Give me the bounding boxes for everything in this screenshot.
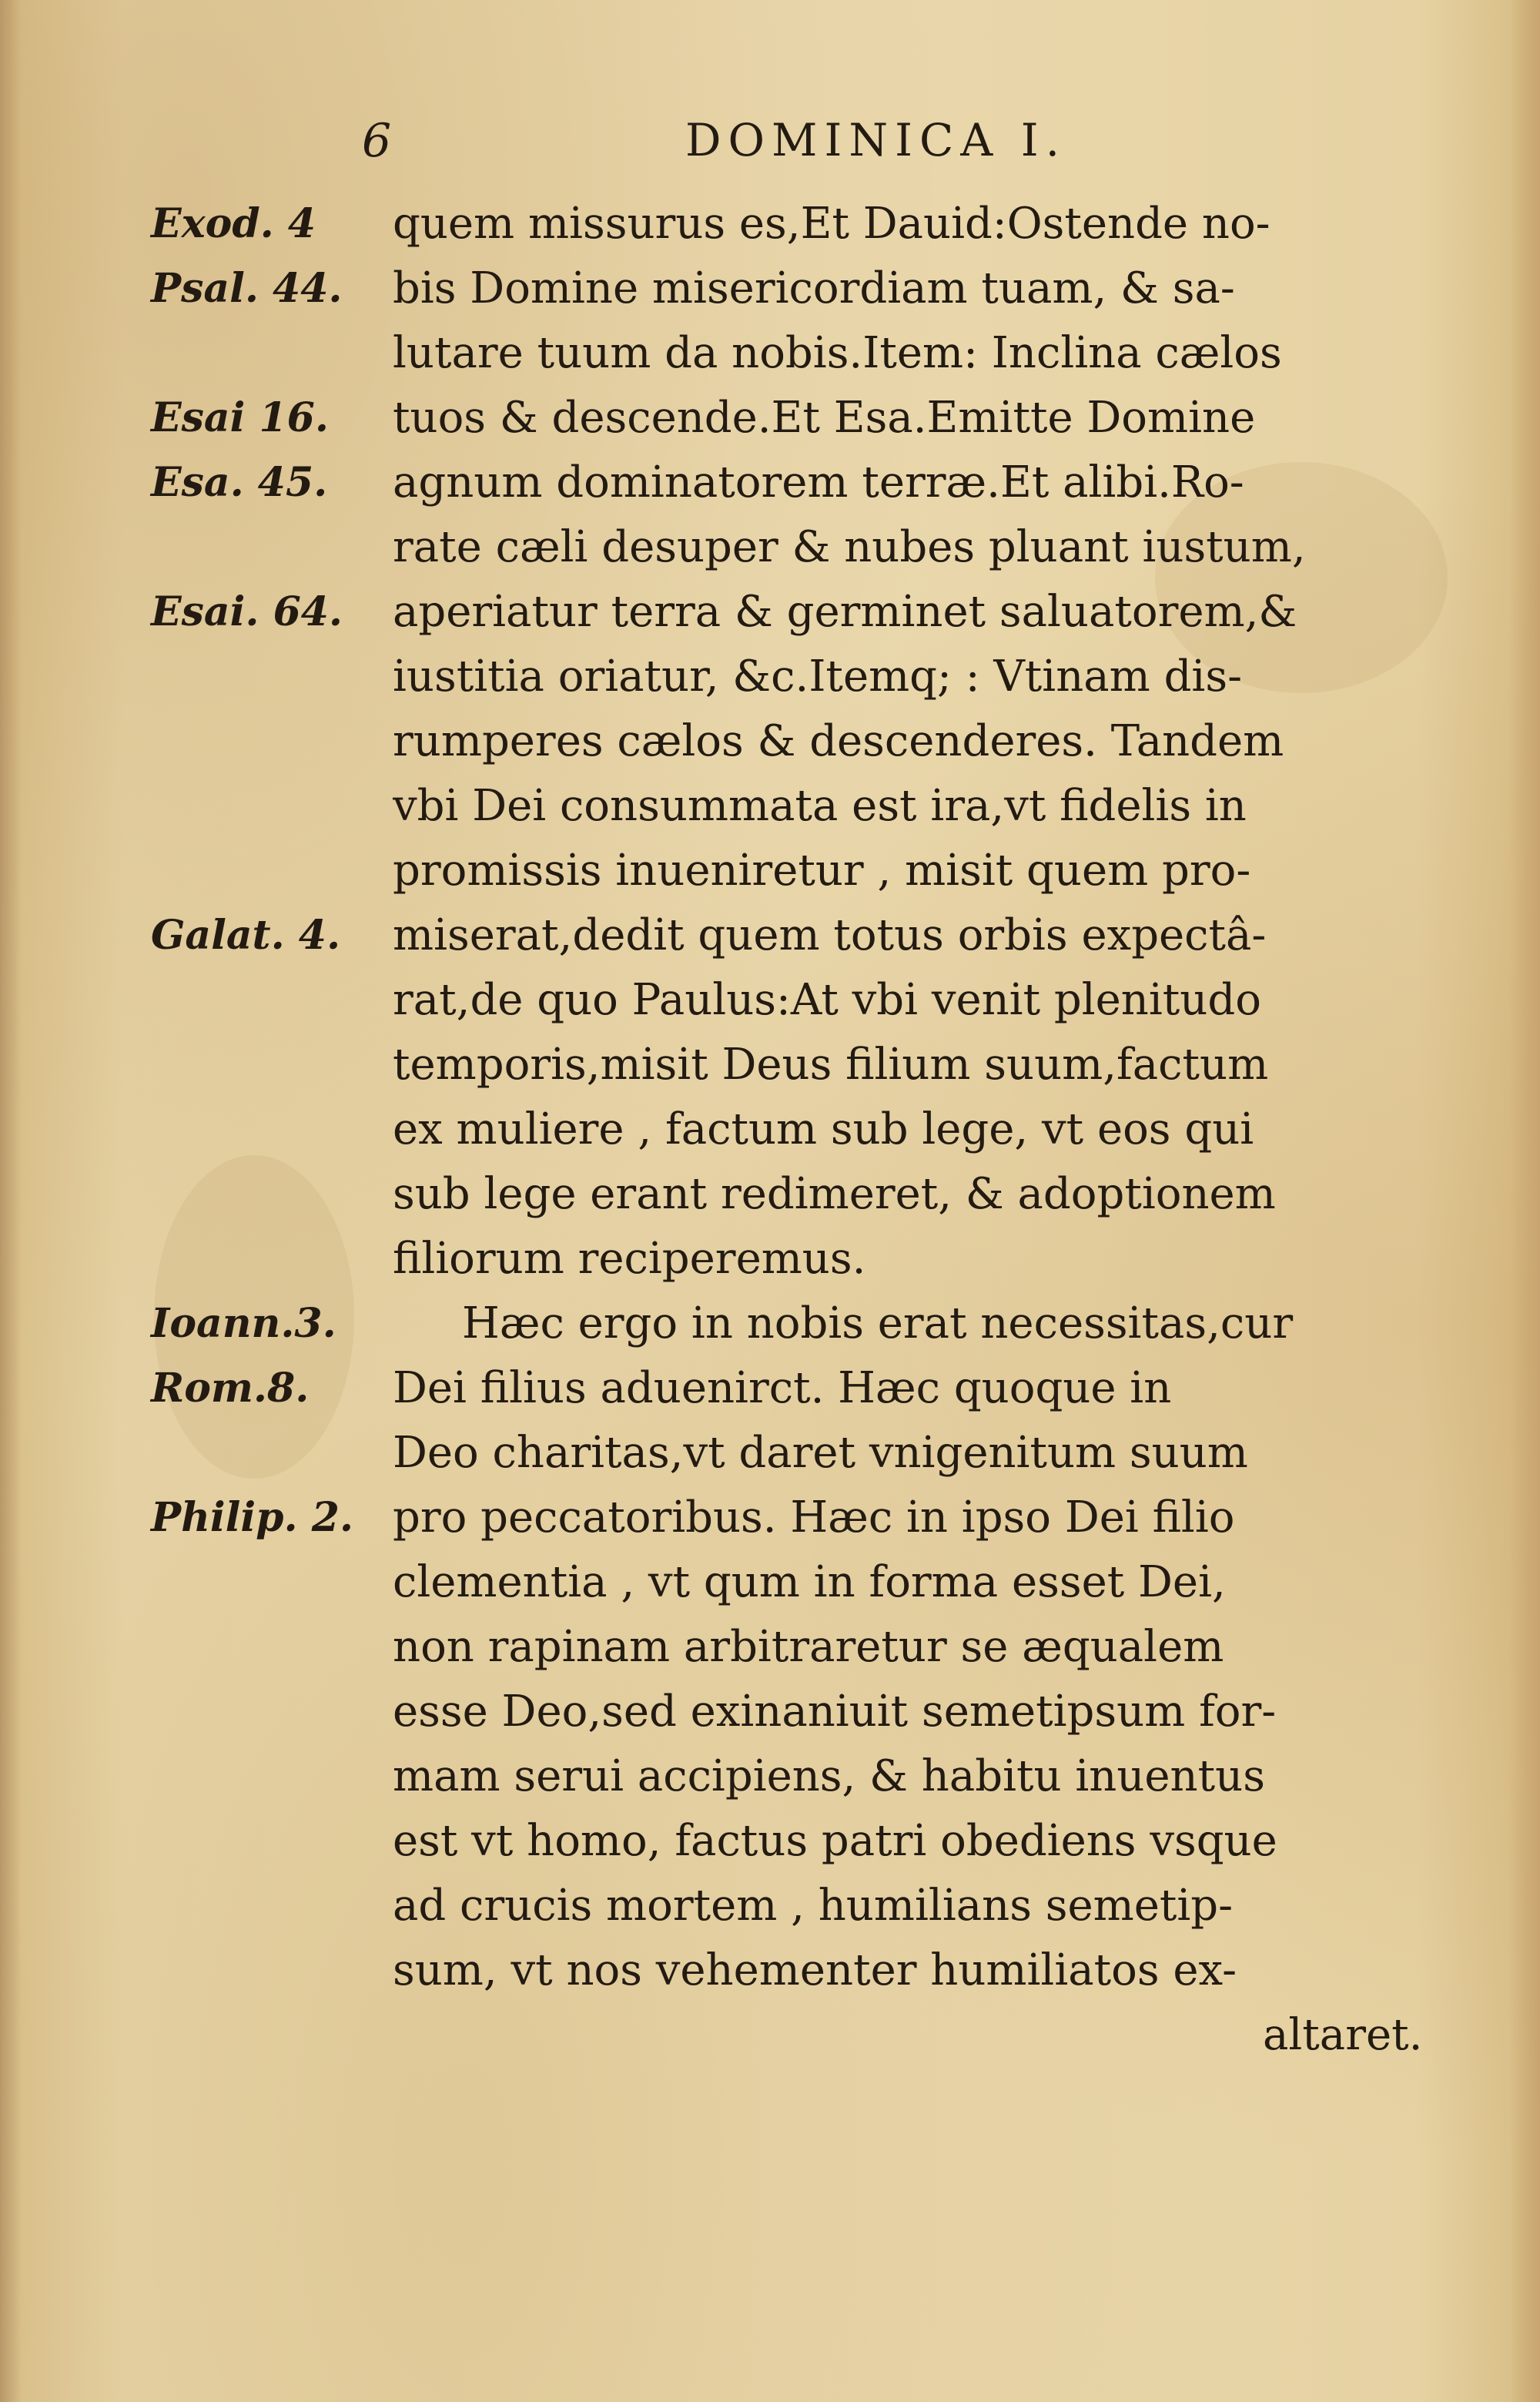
text-line: clementia , vt qum in forma esset Dei, (393, 1557, 1226, 1607)
text-line: Hæc ergo in nobis erat necessitas,cur (462, 1298, 1294, 1348)
text-line: ex muliere , factum sub lege, vt eos qui (393, 1104, 1254, 1154)
margin-reference: Esai 16. (151, 394, 329, 441)
text-line: Dei filius aduenirct. Hæc quoque in (393, 1363, 1172, 1413)
margin-reference: Philip. 2. (151, 1494, 354, 1541)
page-title: DOMINICA I. (685, 114, 1067, 166)
text-line: sum, vt nos vehementer humiliatos ex- (393, 1945, 1237, 1995)
margin-reference: Esai. 64. (151, 588, 343, 635)
text-line: altaret. (1263, 2010, 1423, 2060)
text-line: aperiatur terra & germinet saluatorem,& (393, 587, 1297, 637)
text-line: iustitia oriatur, &c.Itemq; : Vtinam dis- (393, 652, 1242, 702)
text-line: sub lege erant redimeret, & adoptionem (393, 1169, 1276, 1219)
text-line: quem missurus es,Et Dauid:Ostende no- (393, 199, 1270, 249)
text-line: promissis inueniretur , misit quem pro- (393, 846, 1251, 896)
text-line: pro peccatoribus. Hæc in ipso Dei filio (393, 1492, 1235, 1543)
text-line: Deo charitas,vt daret vnigenitum suum (393, 1428, 1248, 1478)
text-line: rate cæli desuper & nubes pluant iustum, (393, 522, 1306, 572)
margin-reference: Galat. 4. (151, 912, 341, 959)
text-line: est vt homo, factus patri obediens vsque (393, 1816, 1277, 1866)
text-line: vbi Dei consummata est ira,vt fidelis in (393, 781, 1247, 831)
margin-reference: Exod. 4 (151, 200, 316, 247)
text-line: agnum dominatorem terræ.Et alibi.Ro- (393, 457, 1244, 508)
margin-reference: Rom.8. (151, 1365, 310, 1412)
text-line: filiorum reciperemus. (393, 1234, 866, 1284)
margin-reference: Esa. 45. (151, 459, 328, 506)
text-line: esse Deo,sed exinaniuit semetipsum for- (393, 1687, 1277, 1737)
running-header (362, 114, 1247, 176)
text-line: temporis,misit Deus filium suum,factum (393, 1040, 1269, 1090)
text-line: ad crucis mortem , humilians semetip- (393, 1881, 1234, 1931)
text-line: miserat,dedit quem totus orbis expectâ- (393, 910, 1267, 960)
text-line: bis Domine misericordiam tuam, & sa- (393, 263, 1235, 313)
text-line: tuos & descende.Et Esa.Emitte Domine (393, 393, 1256, 443)
text-line: lutare tuum da nobis.Item: Inclina cælos (393, 328, 1282, 378)
margin-reference: Psal. 44. (151, 265, 343, 312)
text-line: rumperes cælos & descenderes. Tandem (393, 716, 1284, 766)
text-line: non rapinam arbitraretur se æqualem (393, 1622, 1224, 1672)
page-number: 6 (362, 114, 392, 168)
page-edge-left (0, 0, 22, 2402)
margin-reference: Ioann.3. (151, 1300, 336, 1347)
page-edge-right (1509, 0, 1540, 2402)
text-line: rat,de quo Paulus:At vbi venit plenitudo (393, 975, 1261, 1025)
text-line: mam serui accipiens, & habitu inuentus (393, 1751, 1265, 1801)
